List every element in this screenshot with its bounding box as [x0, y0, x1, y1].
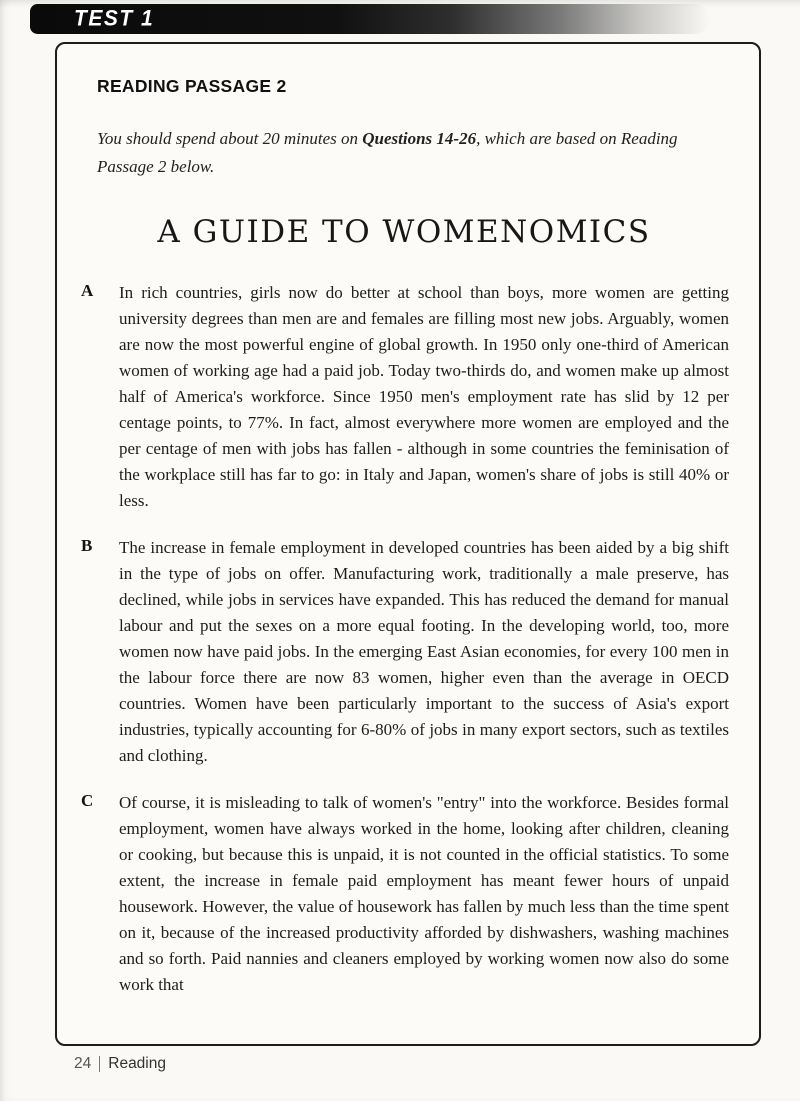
reading-passage-box — [55, 42, 761, 1046]
page-footer — [74, 1055, 166, 1073]
paragraph-text: The increase in female employment in developed countries has been aided by a big shift in the type of jobs on offer. Manufacturing work, traditionally a male preserve, has declined, while jobs in services have expanded. This has reduced the demand for manual labour and put the sexes on a more equal footing. In the developing world, too, more women now have paid jobs. In the emerging East Asian economies, for every 100 men in the labour force there are now 83 women, higher even than the average in OECD countries. Women have been particularly important to the success of Asia's export industries, typically accounting for 6-80% of jobs in many export sectors, such as textiles and clothing. — [119, 538, 729, 766]
instructions-question-range: Questions 14-26 — [362, 129, 477, 148]
paragraph-text: In rich countries, girls now do better at school than boys, more women are getting university degrees than men are and females are filling most new jobs. Arguably, women are now the most powerful engine of global growth. In 1950 only one-third of American women of working age had a paid job. Today two-thirds do, and women make up almost half of America's workforce. Since 1950 men's employment rate has slid by 12 per centage points, to 77%. In fact, almost everywhere more women are employed and the per centage of men with jobs has fallen - although in some countries the feminisation of the workplace still has far to go: in Italy and Japan, women's share of jobs is still 40% or less. — [119, 283, 729, 511]
paragraph-label: B — [81, 536, 93, 556]
paragraph-a — [79, 280, 729, 514]
test-banner — [30, 4, 710, 34]
passage-instructions — [97, 125, 719, 180]
footer-section-label: Reading — [108, 1055, 166, 1072]
footer-divider — [99, 1056, 100, 1072]
paragraph-label: A — [81, 281, 94, 301]
passage-title: A GUIDE TO WOMENOMICS — [157, 214, 651, 251]
page-number: 24 — [74, 1055, 92, 1072]
paragraph-text: Of course, it is misleading to talk of women's "entry" into the workforce. Besides formal employment, women have always worked in the home, looking after children, cleaning or cooking, but because this is unpaid, it is not counted in the official statistics. To some extent, the increase in female paid employment has meant fewer hours of unpaid housework. However, the value of housework has fallen by much less than the time spent on it, because of the increased productivity afforded by dishwashers, washing machines and so forth. Paid nannies and cleaners employed by working women now also do some work that — [119, 793, 729, 995]
passage-heading: READING PASSAGE 2 — [97, 76, 287, 96]
paragraph-b — [79, 535, 729, 769]
paragraph-c — [79, 790, 729, 998]
test-banner-title: TEST 1 — [74, 6, 155, 31]
paragraph-label: C — [81, 791, 94, 811]
instructions-suffix: , which are based on Reading Passage 2 below. — [97, 129, 678, 176]
instructions-prefix: You should spend about 20 minutes on — [97, 129, 363, 148]
